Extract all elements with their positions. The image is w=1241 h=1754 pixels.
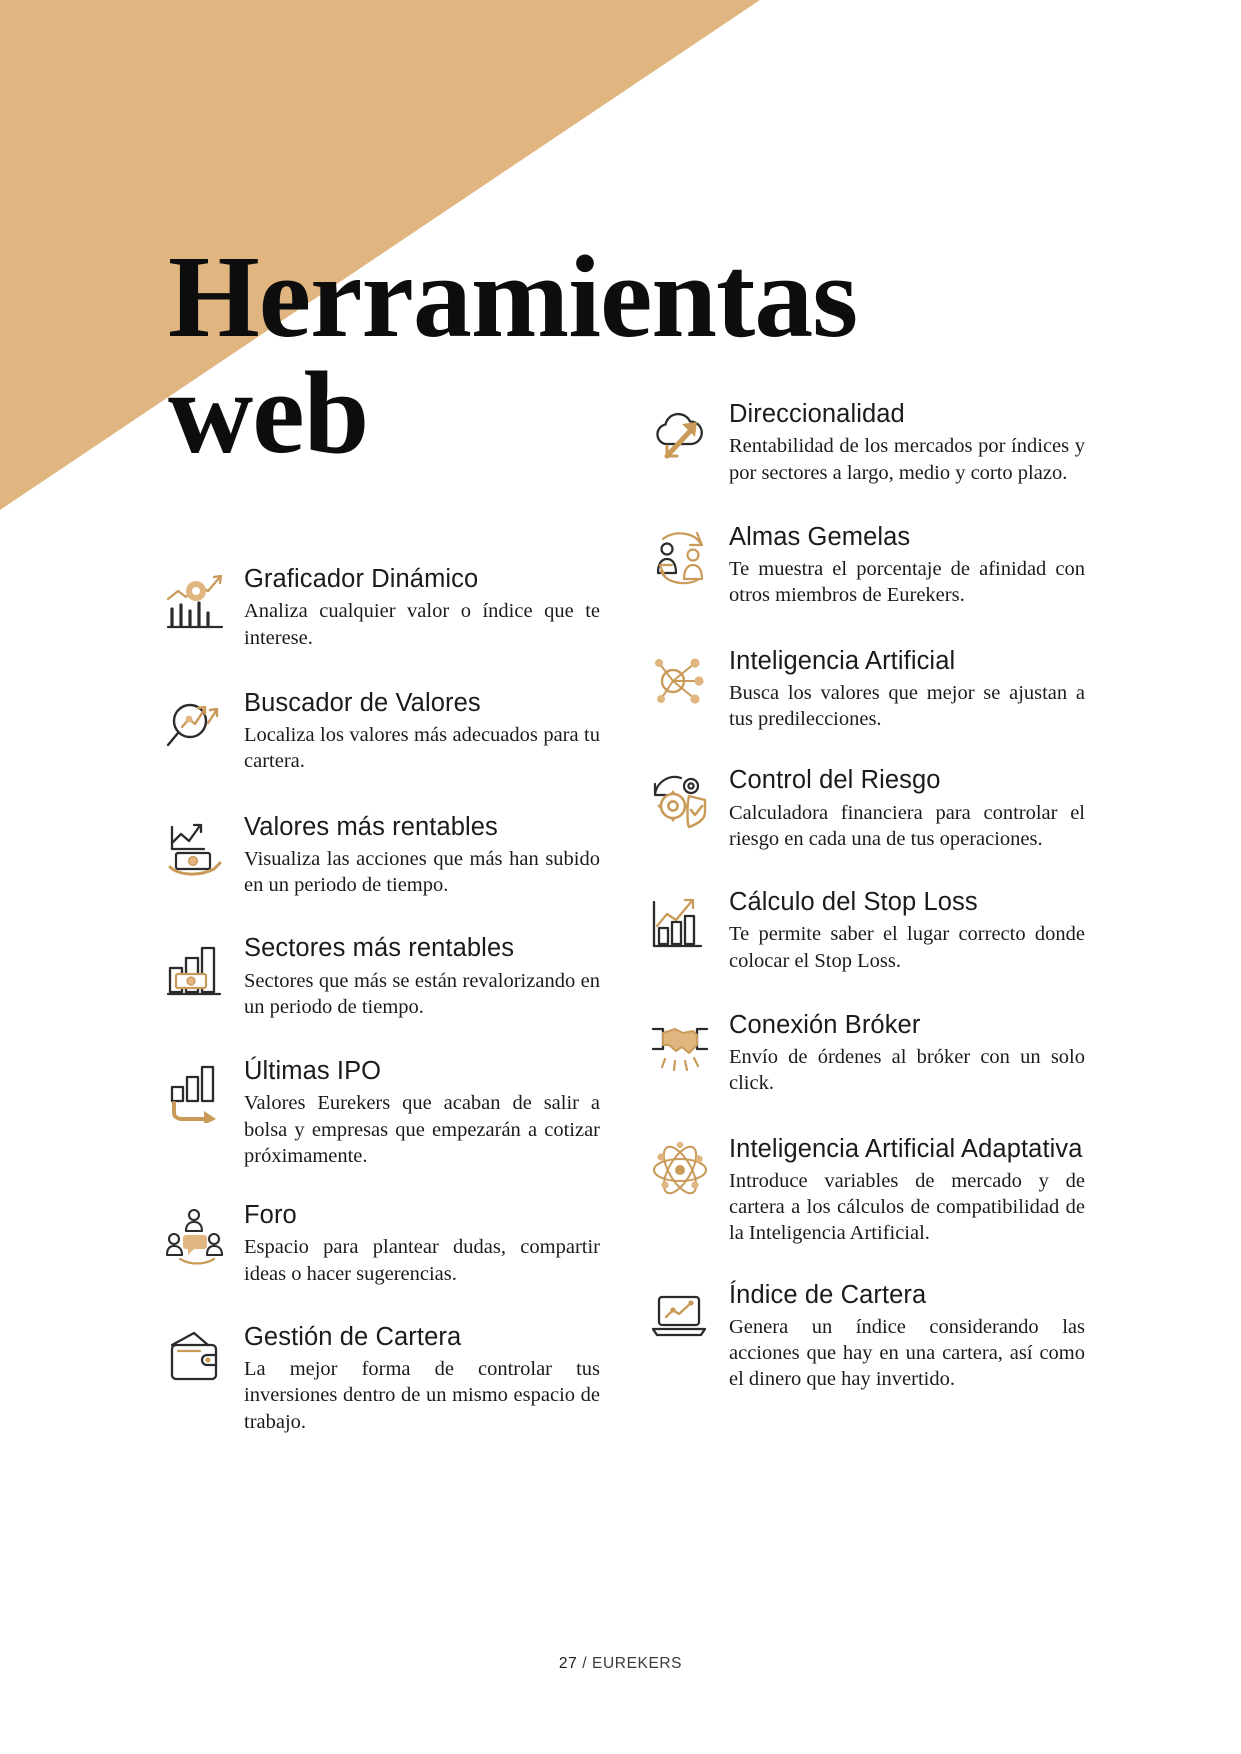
- list-item-body: [729, 1281, 1085, 1393]
- tool-title: Sectores más rentables: [244, 934, 515, 963]
- list-item-body: [729, 523, 1085, 609]
- list-item-body: [729, 647, 1085, 733]
- list-item-body: [244, 934, 600, 1020]
- tool-title: Últimas IPO: [244, 1057, 382, 1086]
- list-item: [645, 888, 1085, 974]
- list-item: [645, 400, 1085, 486]
- tool-description: Analiza cualquier valor o índice que te interese.: [244, 600, 600, 649]
- list-item: [160, 565, 600, 651]
- tool-title: Gestión de Cartera: [244, 1322, 462, 1351]
- tool-description: Busca los valores que mejor se ajustan a tus predilecciones.: [729, 681, 1085, 731]
- tool-description: La mejor forma de controlar tus inversiones dentro de un mismo espacio de trabajo.: [244, 1358, 600, 1433]
- laptop-chart-icon: [645, 1281, 719, 1355]
- list-item-body: [729, 1011, 1085, 1097]
- forum-people-icon: [160, 1201, 234, 1275]
- list-item-body: [244, 813, 600, 899]
- two-people-exchange-icon: [645, 523, 719, 597]
- list-item: [645, 647, 1085, 733]
- tool-description: Espacio para plantear dudas, compartir ideas o hacer sugerencias.: [244, 1236, 600, 1285]
- tool-title: Direccionalidad: [729, 400, 905, 428]
- magnifier-chart-icon: [160, 689, 234, 763]
- page-title-line-1: Herramientas: [168, 231, 858, 363]
- dynamic-chart-icon: [160, 565, 234, 639]
- tool-title: Valores más rentables: [244, 812, 498, 841]
- tool-description: Genera un índice considerando las acciones que hay en una cartera, así como el dinero que hay invertido.: [729, 1316, 1085, 1391]
- list-item: [645, 766, 1085, 852]
- list-item: [645, 523, 1085, 609]
- handshake-icon: [645, 1011, 719, 1085]
- list-item-body: [244, 565, 600, 651]
- list-item-body: [244, 1323, 600, 1435]
- list-item-body: [244, 689, 600, 775]
- tool-title: Cálculo del Stop Loss: [729, 888, 978, 917]
- tool-title: Índice de Cartera: [729, 1280, 927, 1309]
- hand-money-growth-icon: [160, 813, 234, 887]
- tool-title: Buscador de Valores: [244, 688, 481, 717]
- page-footer: [0, 1655, 1241, 1673]
- cloud-arrow-up-icon: [645, 400, 719, 474]
- list-item-body: [729, 888, 1085, 974]
- tools-column-right: [645, 400, 1085, 1426]
- tool-title: Inteligencia Artificial Adaptativa: [729, 1134, 1083, 1163]
- list-item-body: [729, 1135, 1085, 1247]
- page-title-line-2: web: [168, 346, 369, 478]
- tool-title: Almas Gemelas: [729, 522, 911, 551]
- footer-brand: EUREKERS: [592, 1655, 683, 1672]
- list-item: [160, 1057, 600, 1169]
- list-item: [160, 934, 600, 1020]
- list-item-body: [729, 766, 1085, 852]
- tool-description: Rentabilidad de los mercados por índices y por sectores a largo, medio y corto plazo.: [729, 435, 1085, 484]
- tool-description: Calculadora financiera para controlar el riesgo en cada una de tus operaciones.: [729, 801, 1085, 850]
- tool-title: Inteligencia Artificial: [729, 646, 956, 675]
- list-item-body: [244, 1201, 600, 1287]
- list-item: [160, 1323, 600, 1435]
- tool-title: Graficador Dinámico: [244, 565, 479, 593]
- tool-title: Foro: [244, 1201, 297, 1230]
- bar-chart-trend-icon: [645, 888, 719, 962]
- tool-description: Visualiza las acciones que más han subido en un periodo de tiempo.: [244, 847, 600, 897]
- tool-description: Sectores que más se están revalorizando en un periodo de tiempo.: [244, 969, 600, 1018]
- tool-description: Te muestra el porcentaje de afinidad con otros miembros de Eurekers.: [729, 558, 1085, 607]
- neural-network-icon: [645, 647, 719, 721]
- footer-page-number: 27: [558, 1655, 578, 1672]
- tool-description: Envío de órdenes al bróker con un solo click.: [729, 1046, 1085, 1095]
- atom-network-icon: [645, 1135, 719, 1209]
- footer-separator: /: [577, 1655, 593, 1672]
- tool-title: Conexión Bróker: [729, 1010, 921, 1039]
- tool-description: Valores Eurekers que acaban de salir a bolsa y empresas que empezarán a cotizar próximamente.: [244, 1092, 600, 1167]
- list-item: [160, 1201, 600, 1287]
- list-item-body: [729, 400, 1085, 486]
- factory-bars-icon: [160, 934, 234, 1008]
- tool-title: Control del Riesgo: [729, 766, 941, 795]
- wallet-icon: [160, 1323, 234, 1397]
- tool-description: Introduce variables de mercado y de cartera a los cálculos de compatibilidad de la Inteligencia Artificial.: [729, 1170, 1085, 1245]
- list-item: [160, 689, 600, 775]
- list-item: [160, 813, 600, 899]
- bars-arrow-icon: [160, 1057, 234, 1131]
- list-item-body: [244, 1057, 600, 1169]
- list-item: [645, 1011, 1085, 1097]
- tool-description: Localiza los valores más adecuados para tu cartera.: [244, 724, 600, 773]
- tools-column-left: [160, 565, 600, 1468]
- gear-shield-icon: [645, 766, 719, 840]
- tool-description: Te permite saber el lugar correcto donde colocar el Stop Loss.: [729, 923, 1085, 972]
- list-item: [645, 1135, 1085, 1247]
- list-item: [645, 1281, 1085, 1393]
